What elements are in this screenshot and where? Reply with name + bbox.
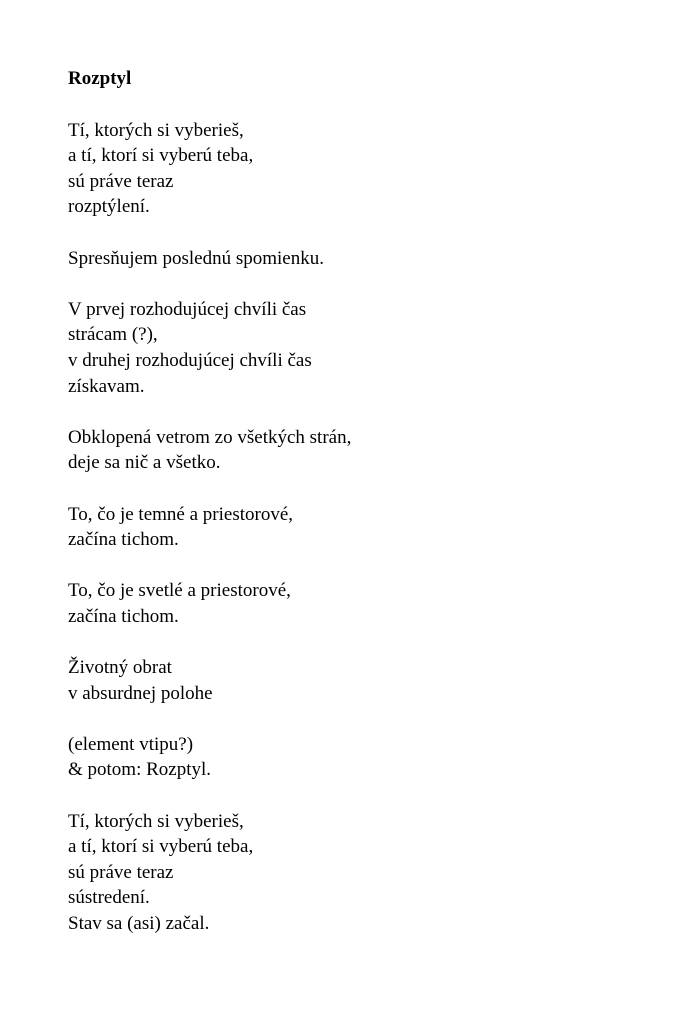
poem-line: a tí, ktorí si vyberú teba, <box>68 145 254 167</box>
poem-line: Tí, ktorých si vyberieš, <box>68 119 244 141</box>
poem-line: Stav sa (asi) začal. <box>68 913 210 934</box>
poem-line: sú práve teraz <box>68 170 174 192</box>
stanza <box>68 246 628 272</box>
stanza <box>68 425 628 476</box>
stanza <box>68 578 628 629</box>
poem-line: To, čo je temné a priestorové, <box>68 503 294 525</box>
stanza <box>68 655 628 706</box>
poem-line: (element vtipu?) <box>68 733 194 755</box>
stanza <box>68 297 628 399</box>
poem-line: a tí, ktorí si vyberú teba, <box>68 836 254 858</box>
poem-line: strácam (?), <box>68 324 158 346</box>
stanza <box>68 502 628 553</box>
poem-line: sústredení. <box>68 887 150 909</box>
poem-line: V prvej rozhodujúcej chvíli čas <box>68 298 307 320</box>
stanza <box>68 118 628 220</box>
poem-line: v absurdnej polohe <box>68 682 213 704</box>
poem-line: sú práve teraz <box>68 861 174 883</box>
stanza <box>68 732 628 783</box>
poem-line: začína tichom. <box>68 529 179 551</box>
poem-line: deje sa nič a všetko. <box>68 452 221 474</box>
poem-line: To, čo je svetlé a priestorové, <box>68 580 291 602</box>
poem-line: v druhej rozhodujúcej chvíli čas <box>68 349 312 371</box>
poem-line: Obklopená vetrom zo všetkých strán, <box>68 426 352 448</box>
poem-line: & potom: Rozptyl. <box>68 759 212 781</box>
poem-line: Životný obrat <box>68 657 172 679</box>
poem-line: Tí, ktorých si vyberieš, <box>68 810 244 832</box>
stanza <box>68 809 628 937</box>
poem-title: Rozptyl <box>68 68 132 89</box>
poem-line: Spresňujem poslednú spomienku. <box>68 247 324 269</box>
poem-line: získavam. <box>68 375 145 397</box>
poem-page <box>68 66 628 962</box>
poem-line: začína tichom. <box>68 605 179 627</box>
poem-line: rozptýlení. <box>68 196 150 218</box>
